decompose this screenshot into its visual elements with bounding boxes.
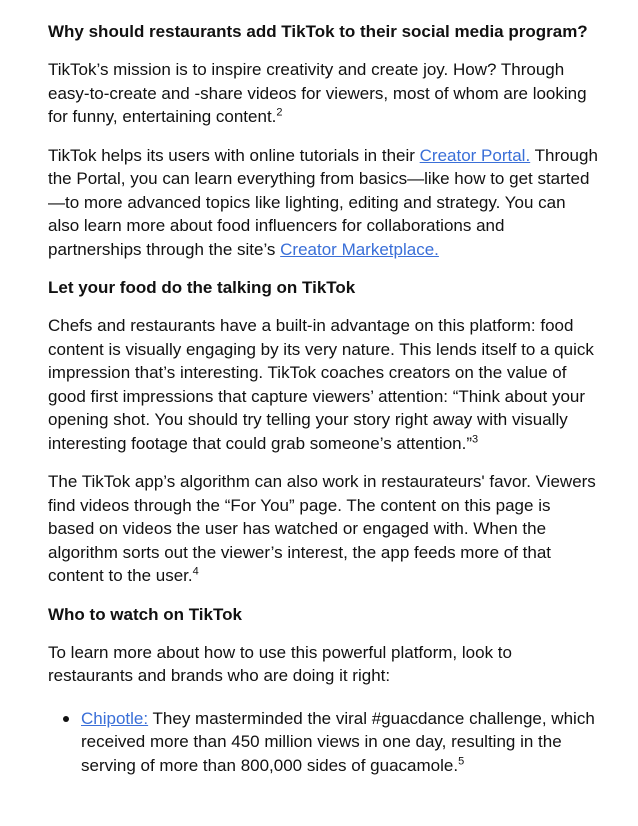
- footnote-marker: 4: [192, 565, 199, 578]
- paragraph-tiktok-mission: [48, 58, 598, 129]
- section-heading-who-to-watch: Who to watch on TikTok: [48, 604, 242, 624]
- paragraph-text: TikTok helps its users with online tutorials in their: [48, 145, 420, 165]
- list-item-text: They masterminded the viral #guacdance challenge, which received more than 450 million views in one day, resulting in the serving of more than 800,000 sides of guacamole.: [81, 708, 595, 775]
- footnote-marker: 5: [458, 754, 465, 767]
- paragraph-text: TikTok’s mission is to inspire creativity and create joy. How? Through easy-to-create and -share videos for viewers, most of whom are looking for funny, entertaining content.: [48, 60, 587, 126]
- paragraph-creator-portal: [48, 144, 598, 262]
- bullet-dot-icon: [63, 716, 69, 722]
- paragraph-text: To learn more about how to use this powerful platform, look to restaurants and brands who are doing it right:: [48, 642, 512, 685]
- chipotle-link[interactable]: Chipotle:: [81, 708, 149, 728]
- paragraph-algorithm: [48, 470, 598, 588]
- creator-marketplace-link[interactable]: Creator Marketplace.: [280, 239, 439, 259]
- section-heading-why-tiktok: Why should restaurants add TikTok to their social media program?: [48, 22, 588, 41]
- paragraph-built-in-advantage: [48, 314, 598, 455]
- paragraph-learn-more: [48, 641, 598, 688]
- footnote-marker: 2: [276, 106, 283, 119]
- footnote-marker: 3: [472, 432, 479, 445]
- paragraph-text: The TikTok app’s algorithm can also work in restaurateurs' favor. Viewers find videos through the “For You” page. The content on this page is based on videos the user has watched or engaged with. When the algorithm sorts out the viewer’s interest, the app feeds more of that content to the user.: [48, 472, 596, 585]
- section-heading-food-talking: Let your food do the talking on TikTok: [48, 278, 356, 297]
- paragraph-text: Chefs and restaurants have a built-in advantage on this platform: food content is visually engaging by its very nature. This lends itself to a quick impression that’s interesting. TikTok coaches creators on the value of good first impressions that capture viewers’ attention: “Think about your opening shot. You should try telling your story right away with visually interesting footage that could grab someone’s attention.”: [48, 316, 594, 453]
- list-item: [48, 707, 598, 778]
- bullet-list-examples: [48, 707, 598, 778]
- creator-portal-link[interactable]: Creator Portal.: [419, 145, 531, 165]
- paragraph-text: Through the Portal, you can learn everything from basics—like how to get started—to more advanced topics like lighting, editing and strategy. You can also learn more about food influencers for collaborations and partnerships through the site’s: [48, 145, 598, 259]
